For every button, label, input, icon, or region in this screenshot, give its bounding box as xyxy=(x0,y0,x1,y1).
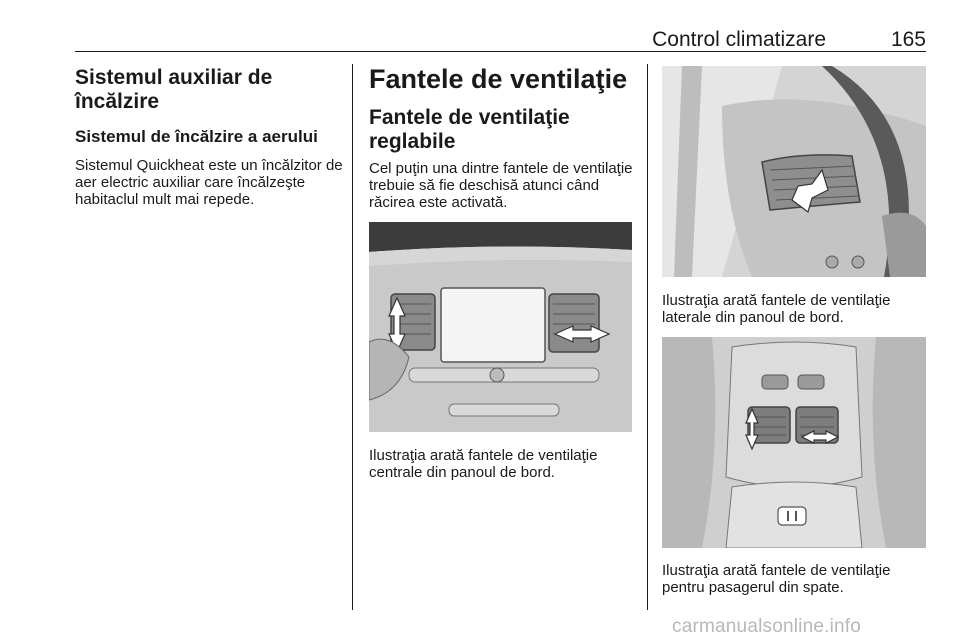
left-column xyxy=(75,66,345,208)
page-number: 165 xyxy=(890,28,926,51)
middle-column xyxy=(369,62,634,211)
column-divider-right xyxy=(647,64,648,610)
section-title: Control climatizare xyxy=(652,28,826,51)
subsection-heading-air-heater: Sistemul de încălzire a aerului xyxy=(75,127,318,146)
vents-paragraph: Cel puţin una dintre fantele de ventilaţie trebuie să fie deschisă atunci când răcirea este activată. xyxy=(369,160,633,211)
watermark: carmanualsonline.info xyxy=(672,616,862,637)
side-vents-illustration xyxy=(662,66,926,277)
rear-vents-caption: Ilustraţia arată fantele de ventilaţie pentru pasagerul din spate. xyxy=(662,562,891,596)
center-vents-caption: Ilustraţia arată fantele de ventilaţie centrale din panoul de bord. xyxy=(369,447,598,481)
rear-vents-illustration xyxy=(662,337,926,548)
column-divider-left xyxy=(352,64,353,610)
subsection-heading-adjustable-vents: Fantele de ventilaţie reglabile xyxy=(369,106,570,153)
section-heading-air-vents: Fantele de ventilaţie xyxy=(369,64,628,94)
page-header xyxy=(75,20,926,52)
side-vents-caption: Ilustraţia arată fantele de ventilaţie laterale din panoul de bord. xyxy=(662,292,891,326)
center-vents-illustration xyxy=(369,222,632,432)
quickheat-paragraph: Sistemul Quickheat este un încălzitor de aer electric auxiliar care încălzeşte habitaclul mult mai repede. xyxy=(75,157,343,208)
section-heading-auxiliary-heater: Sistemul auxiliar de încălzire xyxy=(75,66,273,113)
